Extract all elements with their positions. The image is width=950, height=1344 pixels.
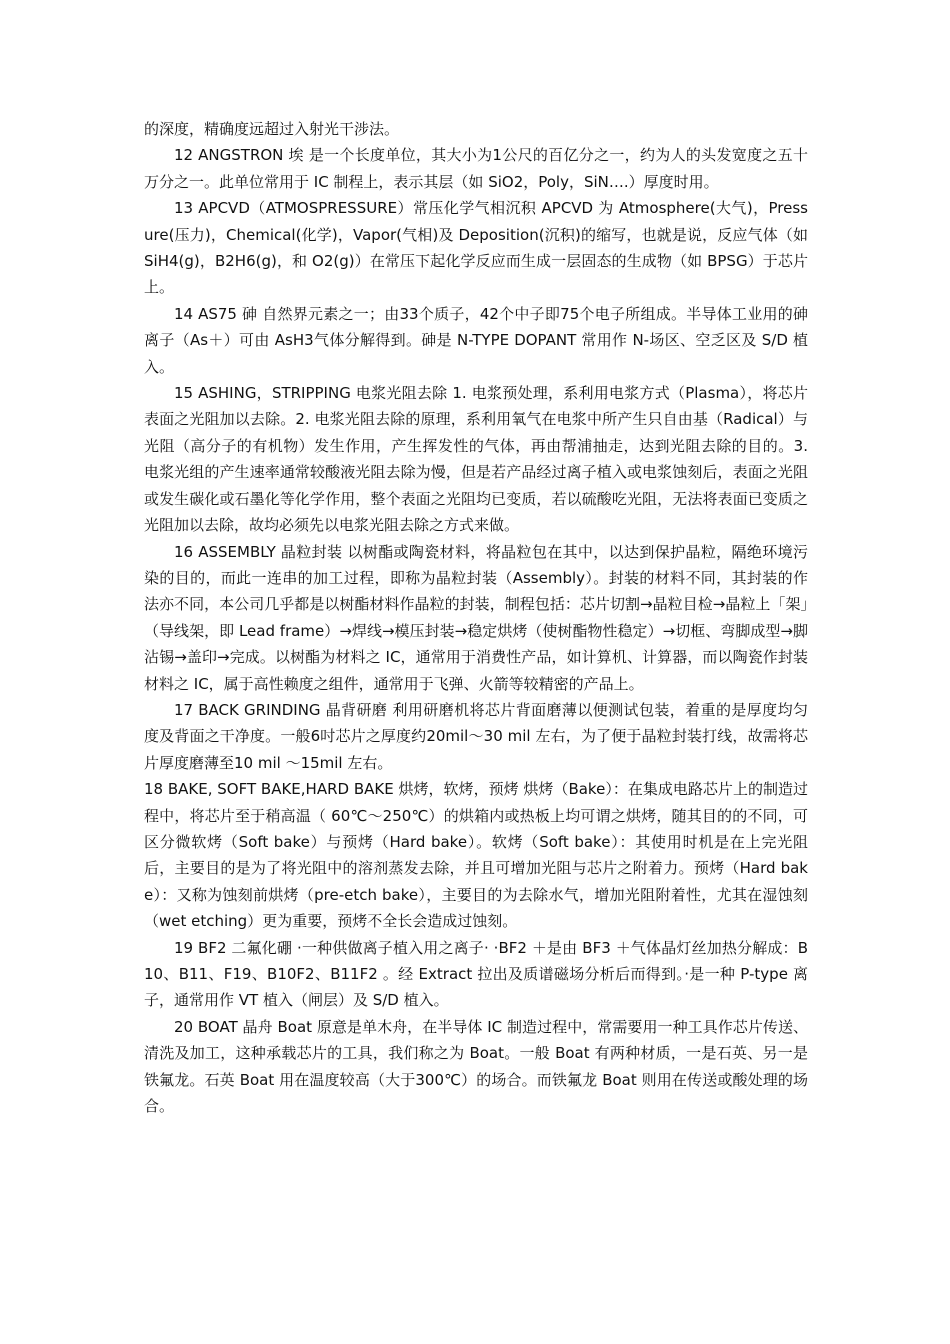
- glossary-entry-16: 16 ASSEMBLY 晶粒封装 以树酯或陶瓷材料，将晶粒包在其中，以达到保护晶粒，隔绝环境污染的目的，而此一连串的加工过程，即称为晶粒封装（Assembly）。封装的材料不同，其封装的作法亦不同，本公司几乎都是以树酯材料作晶粒的封装，制程包括：芯片切割→晶粒目检→晶粒上「架」（导线架，即 Lead frame）→焊线→模压封装→稳定烘烤（使树酯物性稳定）→切框、弯脚成型→脚沾锡→盖印→完成。以树酯为材料之 IC，通常用于消费性产品，如计算机、计算器，而以陶瓷作封装材料之 IC，属于高性赖度之组件，通常用于飞弹、火箭等较精密的产品上。: [144, 542, 808, 693]
- glossary-entry-14: 14 AS75 砷 自然界元素之一；由33个质子，42个中子即75个电子所组成。半导体工业用的砷离子（As＋）可由 AsH3气体分解得到。砷是 N-TYPE DOPANT 常用作 N-场区、空乏区及 S/D 植入。: [144, 304, 808, 376]
- document-page: [144, 116, 808, 1119]
- glossary-entry-17: 17 BACK GRINDING 晶背研磨 利用研磨机将芯片背面磨薄以便测试包装，着重的是厚度均匀度及背面之干净度。一般6吋芯片之厚度约20mil～30 mil 左右，为了便于晶粒封装打线，故需将芯片厚度磨薄至10 mil ～15mil 左右。: [144, 700, 808, 772]
- glossary-entry-19: 19 BF2 二氟化硼 ·一种供做离子植入用之离子· ·BF2 ＋是由 BF3 ＋气体晶灯丝加热分解成：B10、B11、F19、B10F2、B11F2 。经 Extract 拉出及质谱磁场分析后而得到。·是一种 P-type 离子，通常用作 VT 植入（闸层）及 S/D 植入。: [144, 938, 808, 1010]
- paragraph-continuation: 的深度，精确度远超过入射光干涉法。: [144, 120, 400, 138]
- glossary-entry-15: 15 ASHING，STRIPPING 电浆光阻去除 1. 电浆预处理，系利用电浆方式（Plasma），将芯片表面之光阻加以去除。2. 电浆光阻去除的原理，系利用氧气在电浆中所产生只自由基（Radical）与光阻（高分子的有机物）发生作用，产生挥发性的气体，再由帮浦抽走，达到光阻去除的目的。3. 电浆光组的产生速率通常较酸液光阻去除为慢，但是若产品经过离子植入或电浆蚀刻后，表面之光阻或发生碳化或石墨化等化学作用，整个表面之光阻均已变质，若以硫酸吃光阻，无法将表面已变质之光阻加以去除，故均必须先以电浆光阻去除之方式来做。: [144, 384, 808, 535]
- glossary-entry-13: 13 APCVD（ATMOSPRESSURE）常压化学气相沉积 APCVD 为 Atmosphere(大气)，Pressure(压力)，Chemical(化学)，Vapor(气相)及 Deposition(沉积)的缩写，也就是说，反应气体（如 SiH4(g)，B2H6(g)，和 O2(g)）在常压下起化学反应而生成一层固态的生成物（如 BPSG）于芯片上。: [144, 199, 808, 297]
- glossary-entry-18: 18 BAKE, SOFT BAKE,HARD BAKE 烘烤，软烤，预烤 烘烤（Bake）：在集成电路芯片上的制造过程中，将芯片至于稍高温（ 60℃～250℃）的烘箱内或热板上均可谓之烘烤，随其目的的不同，可区分微软烤（Soft bake）与预烤（Hard bake）。软烤（Soft bake）：其使用时机是在上完光阻后，主要目的是为了将光阻中的溶剂蒸发去除，并且可增加光阻与芯片之附着力。预烤（Hard bake）：又称为蚀刻前烘烤（pre-etch bake），主要目的为去除水气，增加光阻附着性，尤其在湿蚀刻（wet etching）更为重要，预烤不全长会造成过蚀刻。: [144, 780, 808, 931]
- glossary-entry-12: 12 ANGSTRON 埃 是一个长度单位，其大小为1公尺的百亿分之一，约为人的头发宽度之五十万分之一。此单位常用于 IC 制程上，表示其层（如 SiO2，Poly，SiN….）厚度时用。: [144, 146, 808, 191]
- glossary-entry-20: 20 BOAT 晶舟 Boat 原意是单木舟，在半导体 IC 制造过程中，常需要用一种工具作芯片传送、清洗及加工，这种承载芯片的工具，我们称之为 Boat。一般 Boat 有两种材质，一是石英、另一是铁氟龙。石英 Boat 用在温度较高（大于300℃）的场合。而铁氟龙 Boat 则用在传送或酸处理的场合。: [144, 1017, 808, 1116]
